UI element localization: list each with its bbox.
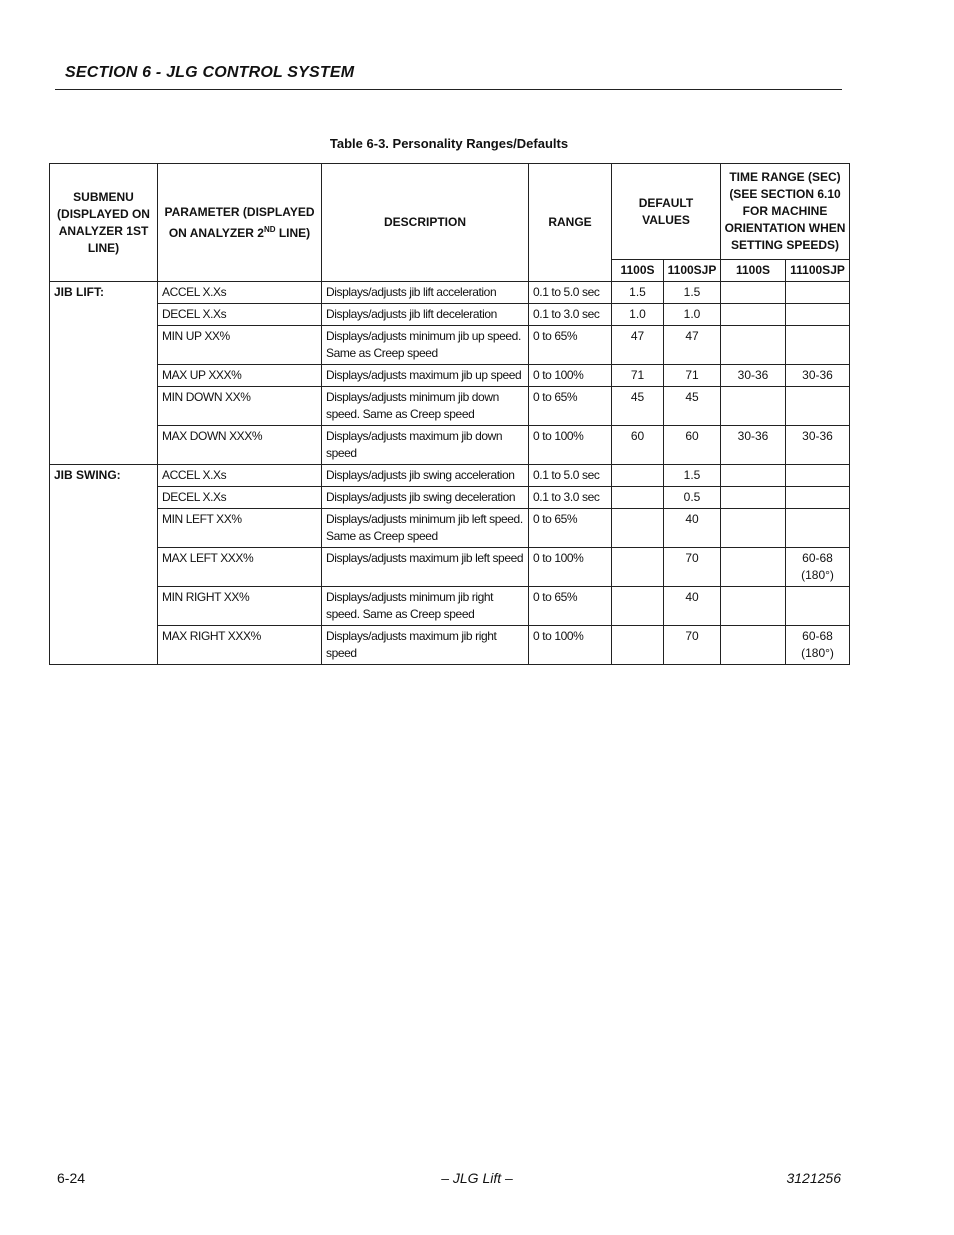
default-1100s-cell: 1.0 [612,304,664,326]
description-cell: Displays/adjusts maximum jib down speed [322,426,529,465]
col-header-default-values: DEFAULT VALUES [612,164,721,260]
time-1100s-cell: 30-36 [721,426,786,465]
col-header-submenu: SUBMENU (DISPLAYED ON ANALYZER 1ST LINE) [50,164,158,282]
submenu-cell-empty [50,426,158,465]
parameter-cell: MIN RIGHT XX% [158,587,322,626]
default-1100s-cell [612,487,664,509]
default-1100sjp-cell: 47 [664,326,721,365]
col-header-dv-1100sjp: 1100SJP [664,260,721,282]
description-cell: Displays/adjusts minimum jib down speed. Same as Creep speed [322,387,529,426]
time-1100s-cell [721,465,786,487]
default-1100sjp-cell: 1.5 [664,282,721,304]
description-cell: Displays/adjusts jib lift acceleration [322,282,529,304]
table-row [50,626,850,665]
col-header-time-range: TIME RANGE (SEC) (SEE SECTION 6.10 FOR MACHINE ORIENTATION WHEN SETTING SPEEDS) [721,164,850,260]
default-1100s-cell [612,587,664,626]
time-1100s-cell [721,626,786,665]
personality-table [49,163,850,665]
description-cell: Displays/adjusts maximum jib left speed [322,548,529,587]
default-1100s-cell [612,509,664,548]
parameter-cell: DECEL X.Xs [158,304,322,326]
table-row [50,426,850,465]
description-cell: Displays/adjusts minimum jib up speed. Same as Creep speed [322,326,529,365]
description-cell: Displays/adjusts jib lift deceleration [322,304,529,326]
section-header: SECTION 6 - JLG CONTROL SYSTEM [65,64,355,81]
parameter-cell: MIN DOWN XX% [158,387,322,426]
default-1100sjp-cell: 0.5 [664,487,721,509]
col-header-range: RANGE [529,164,612,282]
time-11100sjp-cell [786,509,850,548]
time-11100sjp-cell: 60-68 (180°) [786,626,850,665]
page-number: 6-24 [57,1170,86,1186]
default-1100sjp-cell: 1.0 [664,304,721,326]
range-cell: 0.1 to 5.0 sec [529,282,612,304]
range-cell: 0.1 to 3.0 sec [529,304,612,326]
parameter-cell: MIN LEFT XX% [158,509,322,548]
table-row [50,326,850,365]
footer-title: – JLG Lift – [441,1170,513,1186]
time-1100s-cell [721,304,786,326]
col-header-tr-1100s: 1100S [721,260,786,282]
submenu-cell: JIB SWING: [50,465,158,487]
range-cell: 0 to 65% [529,387,612,426]
time-11100sjp-cell [786,282,850,304]
table-row [50,282,850,304]
submenu-cell-empty [50,509,158,548]
range-cell: 0 to 65% [529,587,612,626]
table-row [50,304,850,326]
col-header-tr-11100sjp: 11100SJP [786,260,850,282]
default-1100sjp-cell: 40 [664,587,721,626]
parameter-cell: ACCEL X.Xs [158,282,322,304]
parameter-cell: DECEL X.Xs [158,487,322,509]
range-cell: 0 to 100% [529,365,612,387]
default-1100s-cell: 1.5 [612,282,664,304]
default-1100sjp-cell: 70 [664,548,721,587]
time-11100sjp-cell [786,587,850,626]
default-1100s-cell [612,548,664,587]
time-11100sjp-cell [786,487,850,509]
default-1100sjp-cell: 1.5 [664,465,721,487]
time-11100sjp-cell: 30-36 [786,365,850,387]
range-cell: 0 to 100% [529,548,612,587]
parameter-cell: MAX LEFT XXX% [158,548,322,587]
parameter-cell: MIN UP XX% [158,326,322,365]
submenu-cell-empty [50,626,158,665]
time-1100s-cell [721,326,786,365]
table-row [50,587,850,626]
table-row [50,509,850,548]
time-1100s-cell [721,282,786,304]
default-1100sjp-cell: 40 [664,509,721,548]
submenu-cell-empty [50,548,158,587]
parameter-cell: MAX RIGHT XXX% [158,626,322,665]
parameter-cell: MAX UP XXX% [158,365,322,387]
default-1100sjp-cell: 60 [664,426,721,465]
default-1100s-cell: 71 [612,365,664,387]
time-11100sjp-cell: 60-68 (180°) [786,548,850,587]
table-row [50,387,850,426]
time-1100s-cell [721,587,786,626]
time-11100sjp-cell: 30-36 [786,426,850,465]
default-1100s-cell: 60 [612,426,664,465]
parameter-cell: MAX DOWN XXX% [158,426,322,465]
submenu-cell-empty [50,387,158,426]
col-header-description: DESCRIPTION [322,164,529,282]
time-1100s-cell: 30-36 [721,365,786,387]
time-11100sjp-cell [786,387,850,426]
table-row [50,365,850,387]
range-cell: 0 to 100% [529,426,612,465]
description-cell: Displays/adjusts jib swing acceleration [322,465,529,487]
default-1100s-cell [612,626,664,665]
table-row [50,487,850,509]
range-cell: 0 to 65% [529,326,612,365]
table-row [50,465,850,487]
submenu-cell-empty [50,326,158,365]
submenu-cell: JIB LIFT: [50,282,158,304]
col-header-parameter: PARAMETER (DISPLAYED ON ANALYZER 2ND LINE) [158,164,322,282]
description-cell: Displays/adjusts minimum jib left speed. Same as Creep speed [322,509,529,548]
description-cell: Displays/adjusts minimum jib right speed. Same as Creep speed [322,587,529,626]
time-1100s-cell [721,487,786,509]
table-row [50,548,850,587]
range-cell: 0 to 100% [529,626,612,665]
description-cell: Displays/adjusts jib swing deceleration [322,487,529,509]
range-cell: 0 to 65% [529,509,612,548]
submenu-cell-empty [50,587,158,626]
submenu-cell-empty [50,304,158,326]
submenu-cell-empty [50,365,158,387]
default-1100sjp-cell: 71 [664,365,721,387]
range-cell: 0.1 to 3.0 sec [529,487,612,509]
default-1100s-cell: 47 [612,326,664,365]
description-cell: Displays/adjusts maximum jib right speed [322,626,529,665]
description-cell: Displays/adjusts maximum jib up speed [322,365,529,387]
default-1100sjp-cell: 45 [664,387,721,426]
range-cell: 0.1 to 5.0 sec [529,465,612,487]
header-divider [55,89,842,90]
time-11100sjp-cell [786,465,850,487]
time-1100s-cell [721,548,786,587]
time-1100s-cell [721,509,786,548]
document-number: 3121256 [786,1170,841,1186]
parameter-cell: ACCEL X.Xs [158,465,322,487]
time-11100sjp-cell [786,304,850,326]
col-header-dv-1100s: 1100S [612,260,664,282]
time-1100s-cell [721,387,786,426]
default-1100sjp-cell: 70 [664,626,721,665]
default-1100s-cell: 45 [612,387,664,426]
submenu-cell-empty [50,487,158,509]
default-1100s-cell [612,465,664,487]
time-11100sjp-cell [786,326,850,365]
table-title: Table 6-3. Personality Ranges/Defaults [329,136,569,151]
